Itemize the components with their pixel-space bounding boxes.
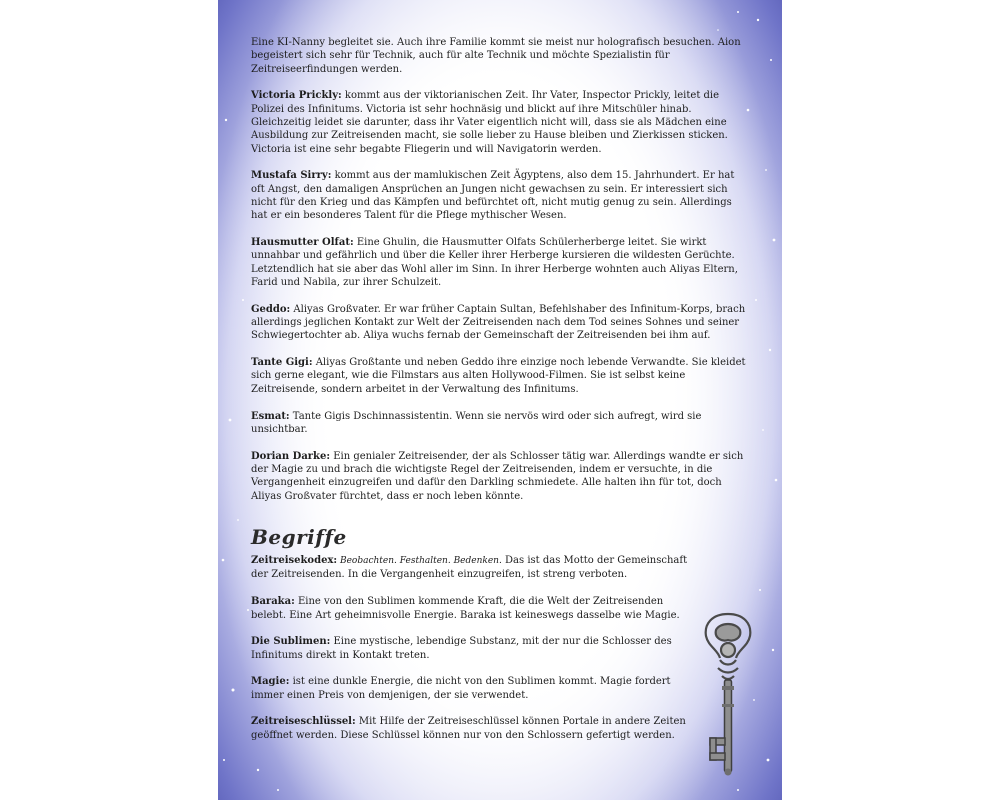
key-icon xyxy=(698,610,758,778)
character-entry xyxy=(251,303,751,343)
character-name: Mustafa Sirry: xyxy=(251,170,332,182)
character-name: Hausmutter Olfat: xyxy=(251,237,354,249)
character-name: Geddo: xyxy=(251,303,291,315)
character-name: Dorian Darke: xyxy=(251,450,331,462)
character-entry xyxy=(251,450,751,503)
character-description: kommt aus der viktorianischen Zeit. Ihr Vater, Inspector Prickly, leitet die Polizei des Infinitums. Victoria ist sehr hochnäsig und blickt auf ihre Mitschüler hinab. Gleichzeitig leidet sie darunter, dass ihr Vater eigentlich nicht will, dass sie als Mädchen eine Ausbildung zur Zeitreisenden macht, sie solle lieber zu Hause bleiben und Zierkissen sticken. Victoria ist eine sehr begabte Fliegerin und will Navigatorin werden. xyxy=(251,90,728,155)
character-entry xyxy=(251,236,751,289)
character-entry xyxy=(251,356,751,396)
glossary-definition: Mit Hilfe der Zeitreiseschlüssel können Portale in andere Zeiten geöffnet werden. Diese Schlüssel können nur von den Schlossern gefertigt werden. xyxy=(251,716,686,741)
glossary-term: Baraka: xyxy=(251,596,295,608)
character-description: Ein genialer Zeitreisender, der als Schlosser tätig war. Allerdings wandte er sich der Magie zu und brach die wichtigste Regel der Zeitreisenden, indem er versuchte, in die Vergangenheit einzugreifen und dafür den Darkling schmiedete. Alle halten ihn für tot, doch Aliyas Großvater fürchtet, dass er noch leben könnte. xyxy=(251,450,744,502)
glossary-entry xyxy=(251,635,691,662)
glossary-motto: Beobachten. Festhalten. Bedenken. xyxy=(337,556,502,567)
character-list xyxy=(251,89,751,502)
character-entry xyxy=(251,169,751,222)
glossary-entry xyxy=(251,595,691,622)
character-description: Aliyas Großtante und neben Geddo ihre einzige noch lebende Verwandte. Sie kleidet sich gerne elegant, wie die Filmstars aus alten Hollywood-Filmen. Sie ist selbst keine Zeitreisende, sondern arbeitet in der Verwaltung des Infinitums. xyxy=(251,357,746,395)
book-page xyxy=(218,0,782,800)
character-name: Victoria Prickly: xyxy=(251,90,342,102)
character-description: Eine Ghulin, die Hausmutter Olfats Schülerherberge leitet. Sie wirkt unnahbar und gefährlich und über die Keller ihrer Herberge kursieren die wildesten Gerüchte. Letztendlich hat sie aber das Wohl aller im Sinn. In ihrer Herberge wohnten auch Aliyas Eltern, Farid und Nabila, zur ihrer Schulzeit. xyxy=(251,237,738,288)
section-heading-begriffe: Begriffe xyxy=(251,524,347,549)
glossary-term: Die Sublimen: xyxy=(251,636,331,648)
glossary-term: Zeitreisekodex: xyxy=(251,555,338,567)
glossary-entry xyxy=(251,675,691,702)
glossary-definition: Das ist das Motto der Gemeinschaft der Zeitreisenden. In die Vergangenheit einzugreifen, ist streng verboten. xyxy=(251,555,688,581)
character-entry xyxy=(251,89,751,155)
character-name: Esmat: xyxy=(251,410,290,422)
glossary-term: Zeitreiseschlüssel: xyxy=(251,716,356,728)
page-text xyxy=(251,36,751,756)
character-description: Tante Gigis Dschinnassistentin. Wenn sie nervös wird oder sich aufregt, wird sie unsichtbar. xyxy=(251,410,702,435)
glossary-list xyxy=(251,554,751,742)
character-description: Aliyas Großvater. Er war früher Captain Sultan, Befehlshaber des Infinitum-Korps, brach allerdings jeglichen Kontakt zur Welt der Zeitreisenden nach dem Tod seines Sohnes und seiner Schwiegertochter ab. Aliya wuchs fernab der Gemeinschaft der Zeitreisenden bei ihm auf. xyxy=(251,303,746,342)
glossary-definition: Eine mystische, lebendige Substanz, mit der nur die Schlosser des Infinitums direkt in Kontakt treten. xyxy=(251,636,672,661)
intro-paragraph: Eine KI-Nanny begleitet sie. Auch ihre Familie kommt sie meist nur holografisch besuchen. Aion begeistert sich sehr für Technik, auch für alte Technik und möchte Spezialistin für Zeitreiseerfindungen werden. xyxy=(251,37,741,75)
character-description: kommt aus der mamlukischen Zeit Ägyptens, also dem 15. Jahrhundert. Er hat oft Angst, den damaligen Ansprüchen an Jungen nicht gewachsen zu sein. Er interessiert sich nicht für den Krieg und das Kämpfen und befürchtet oft, nicht mutig genug zu sein. Allerdings hat er ein besonderes Talent für die Pflege mythischer Wesen. xyxy=(251,170,735,222)
character-name: Tante Gigi: xyxy=(251,357,313,369)
glossary-term: Magie: xyxy=(251,676,290,688)
character-entry xyxy=(251,410,751,437)
glossary-entry xyxy=(251,715,691,742)
glossary-definition: ist eine dunkle Energie, die nicht von den Sublimen kommt. Magie fordert immer einen Preis von demjenigen, der sie verwendet. xyxy=(251,676,671,701)
glossary-definition: Eine von den Sublimen kommende Kraft, die die Welt der Zeitreisenden belebt. Eine Art geheimnisvolle Energie. Baraka ist keineswegs dasselbe wie Magie. xyxy=(251,596,680,621)
glossary-entry xyxy=(251,554,691,582)
